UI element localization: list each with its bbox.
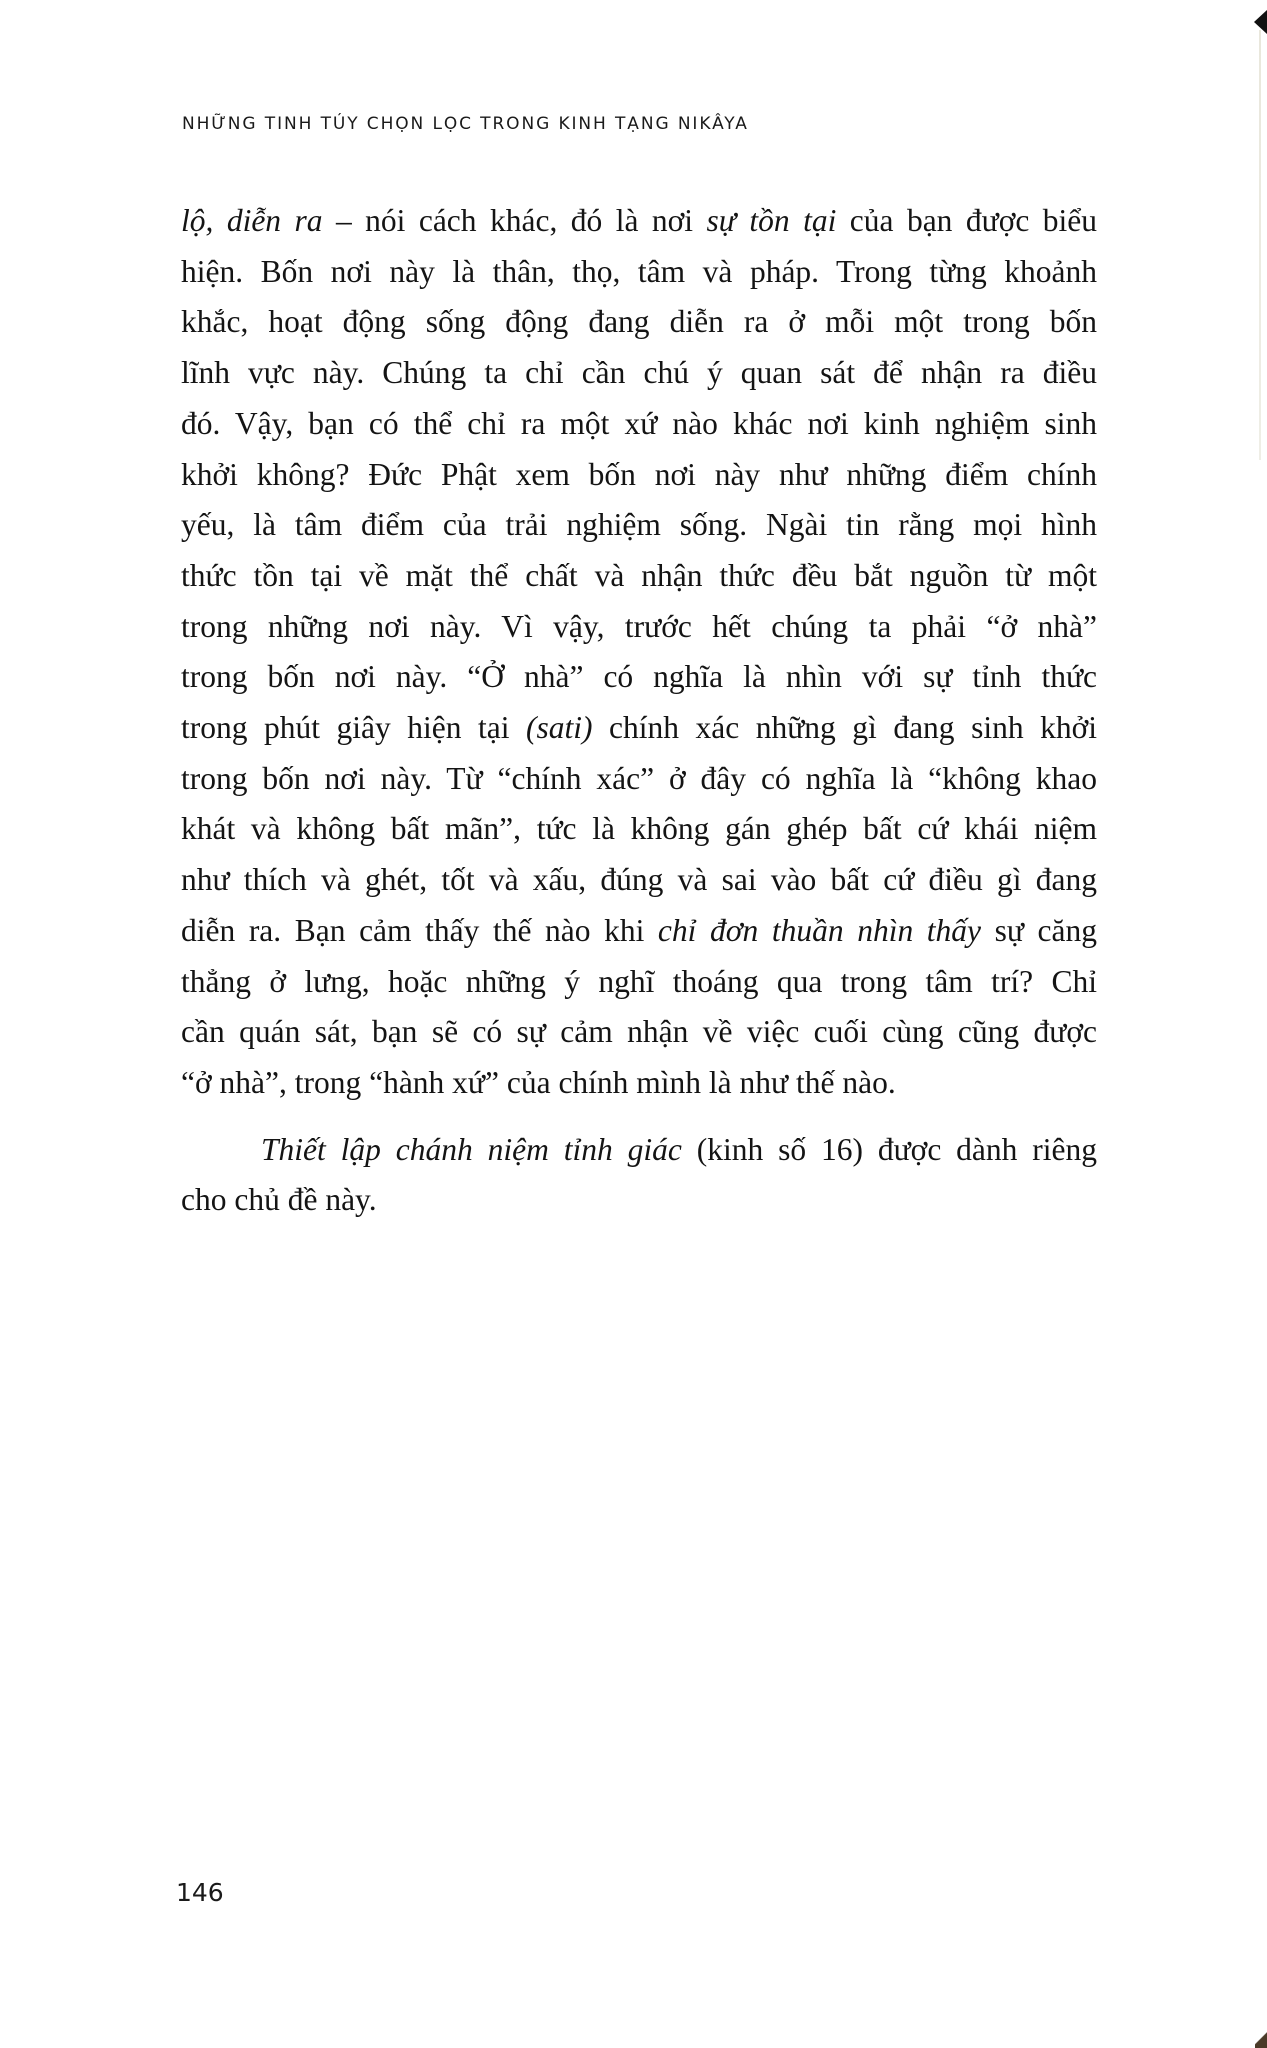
page-edge-shadow xyxy=(1259,30,1261,460)
italic-text: Thiết lập chánh niệm tỉnh giác xyxy=(261,1131,682,1167)
text-line xyxy=(181,703,1097,754)
text-line xyxy=(181,754,1097,805)
paragraph-2 xyxy=(181,1125,1097,1226)
text-run: cho chủ đề này. xyxy=(181,1182,377,1218)
text-line xyxy=(181,348,1097,399)
text-run: trong những nơi này. Vì vậy, trước hết chúng ta phải “ở nhà” xyxy=(181,608,1097,644)
text-run: yếu, là tâm điểm của trải nghiệm sống. Ngài tin rằng mọi hình xyxy=(181,507,1097,543)
text-line xyxy=(181,1007,1097,1058)
text-run: diễn ra. Bạn cảm thấy thế nào khi xyxy=(181,912,658,948)
text-run: sự căng xyxy=(981,912,1098,948)
text-run: lĩnh vực này. Chúng ta chỉ cần chú ý quan sát để nhận ra điều xyxy=(181,355,1097,391)
text-run: khởi không? Đức Phật xem bốn nơi này như những điểm chính xyxy=(181,456,1097,492)
text-run: thức tồn tại về mặt thể chất và nhận thức đều bắt nguồn từ một xyxy=(181,557,1097,593)
page-corner-top xyxy=(1254,10,1267,34)
text-line xyxy=(181,1175,1097,1226)
text-line xyxy=(181,500,1097,551)
text-run: hiện. Bốn nơi này là thân, thọ, tâm và pháp. Trong từng khoảnh xyxy=(181,253,1097,289)
text-line xyxy=(181,1058,1097,1109)
body-text xyxy=(181,196,1097,1226)
text-run: “ở nhà”, trong “hành xứ” của chính mình là như thế nào. xyxy=(181,1064,896,1100)
text-line xyxy=(181,602,1097,653)
text-line xyxy=(181,652,1097,703)
text-line xyxy=(181,247,1097,298)
text-run: chính xác những gì đang sinh khởi xyxy=(592,710,1097,746)
text-run: thẳng ở lưng, hoặc những ý nghĩ thoáng qua trong tâm trí? Chỉ xyxy=(181,963,1097,999)
text-run: khắc, hoạt động sống động đang diễn ra ở mỗi một trong bốn xyxy=(181,304,1097,340)
text-line xyxy=(181,804,1097,855)
italic-text: sự tồn tại xyxy=(706,203,837,238)
italic-text: lộ, diễn ra xyxy=(181,203,323,238)
running-head: NHỮNG TINH TÚY CHỌN LỌC TRONG KINH TẠNG NIKÂYA xyxy=(182,114,749,134)
text-line xyxy=(181,297,1097,348)
text-line xyxy=(181,551,1097,602)
page-corner-bottom xyxy=(1255,2030,1267,2048)
text-run: đó. Vậy, bạn có thể chỉ ra một xứ nào khác nơi kinh nghiệm sinh xyxy=(181,405,1097,441)
text-run: cần quán sát, bạn sẽ có sự cảm nhận về việc cuối cùng cũng được xyxy=(181,1014,1097,1050)
text-run: – nói cách khác, đó là nơi xyxy=(322,203,707,238)
text-line xyxy=(181,450,1097,501)
text-run: trong bốn nơi này. Từ “chính xác” ở đây có nghĩa là “không khao xyxy=(181,760,1097,796)
text-line xyxy=(181,906,1097,957)
text-line xyxy=(181,957,1097,1008)
text-run: trong phút giây hiện tại xyxy=(181,710,526,746)
text-line xyxy=(181,196,1097,247)
text-run: (kinh số 16) được dành riêng xyxy=(681,1131,1097,1167)
paragraph-1 xyxy=(181,196,1097,1109)
text-run: khát và không bất mãn”, tức là không gán ghép bất cứ khái niệm xyxy=(181,811,1097,847)
text-run: của bạn được biểu xyxy=(836,203,1098,238)
italic-text: chỉ đơn thuần nhìn thấy xyxy=(657,912,982,948)
text-line xyxy=(181,855,1097,906)
italic-text: (sati) xyxy=(526,710,593,746)
text-line xyxy=(181,399,1097,450)
text-line xyxy=(181,1125,1097,1176)
page-number: 146 xyxy=(176,1878,224,1907)
text-run: trong bốn nơi này. “Ở nhà” có nghĩa là nhìn với sự tỉnh thức xyxy=(181,659,1097,695)
text-run: như thích và ghét, tốt và xấu, đúng và sai vào bất cứ điều gì đang xyxy=(181,862,1097,898)
